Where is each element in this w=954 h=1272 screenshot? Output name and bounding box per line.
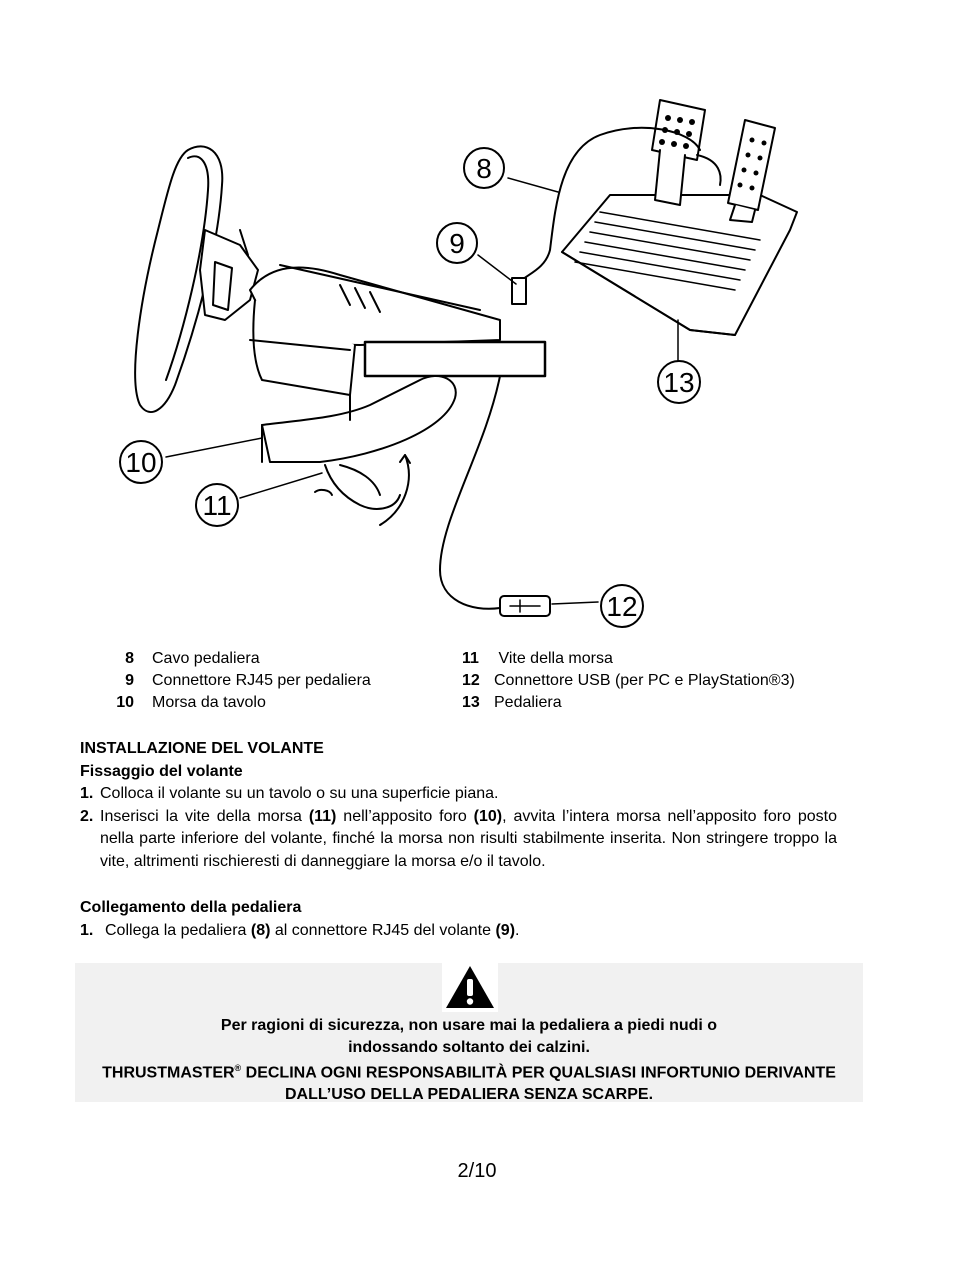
legend-item [100,670,371,692]
installation-section [80,738,837,873]
right-pedal [728,120,775,210]
step-text: Inserisci la vite della morsa (11) nell’apposito foro (10), avvita l’intera morsa nell’apposito foro posto nella parte inferiore del volante, finché la morsa non risulti stabilmente inserita. Non stringere troppo la vite, altrimenti rischieresti di danneggiare la morsa e/o il tavolo. [100,807,838,870]
step-text: Collega la pedaliera (8) al connettore RJ45 del volante (9). [105,921,520,939]
clamp-screw [325,465,400,509]
callout-10: 10 [125,447,157,478]
legend-number: 10 [116,694,134,711]
legend-number: 12 [462,672,480,689]
pedal-connection-section [80,897,837,942]
warning-text [75,1015,863,1105]
warning-icon-background [442,962,498,1012]
step-number: 1. [80,921,94,939]
callout-9: 9 [449,228,465,259]
table-edge [365,342,545,376]
callout-8: 8 [476,153,492,184]
warning-line-3: THRUSTMASTER® DECLINA OGNI RESPONSABILITÀ PER QUALSIASI INFORTUNIO DERIVANTE [102,1063,836,1082]
step-number: 1. [80,785,94,802]
table-clamp [262,376,456,462]
warning-line-4: DALL’USO DELLA PEDALIERA SENZA SCARPE. [284,1085,654,1103]
legend-item [462,670,795,692]
legend-item [100,648,371,670]
step-item [80,806,837,874]
legend-left [100,648,371,714]
legend-item [462,648,795,670]
section-subtitle: Fissaggio del volante [80,762,243,780]
warning-triangle-icon [442,962,498,1012]
warning-line-2: indossando soltanto dei calzini. [348,1038,590,1056]
step-item [80,920,837,943]
legend-number: 8 [125,650,134,667]
legend-number: 13 [462,694,480,711]
legend-right [462,648,795,714]
legend-item [462,692,795,714]
legend-label: Connettore RJ45 per pedaliera [152,672,371,689]
section-subtitle: Collegamento della pedaliera [80,899,302,916]
step-item [80,783,837,806]
legend-label: Pedaliera [494,694,562,711]
callout-12: 12 [606,591,638,622]
legend-label: Cavo pedaliera [152,650,260,667]
warning-box [75,963,863,1102]
pedal-base [562,195,797,335]
legend-label: Vite della morsa [494,650,613,667]
section-title: INSTALLAZIONE DEL VOLANTE [80,740,324,757]
page-number: 2/10 [457,1160,497,1182]
legend-number: 11 [462,650,479,667]
legend-item [100,692,371,714]
callout-13: 13 [663,367,695,398]
warning-line-1: Per ragioni di sicurezza, non usare mai la pedaliera a piedi nudi o [220,1017,718,1034]
legend-label: Connettore USB (per PC e PlayStation®3) [494,672,795,689]
callout-11: 11 [202,490,232,521]
legend-label: Morsa da tavolo [152,694,266,711]
legend-number: 9 [125,672,134,689]
step-number: 2. [80,807,94,825]
step-text: Colloca il volante su un tavolo o su una superficie piana. [100,785,499,802]
